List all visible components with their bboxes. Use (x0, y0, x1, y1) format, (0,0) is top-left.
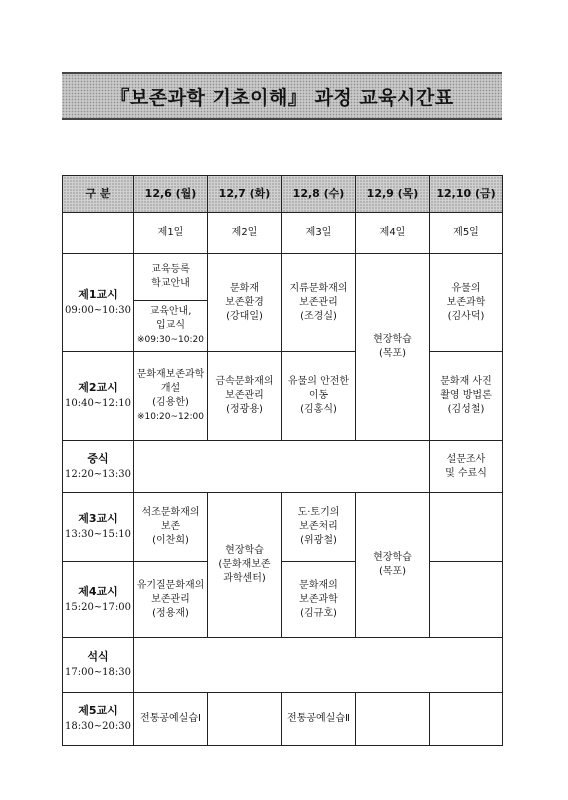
tue-p5-blank (208, 693, 282, 746)
cell-line: 보존환경 (225, 296, 264, 308)
period5-label: 제5교시 (78, 704, 118, 717)
mon-p1-orientation (134, 301, 208, 352)
cell-line: 문화재보존과학 (136, 369, 205, 380)
cell-line: 교육안내, (149, 306, 192, 317)
cell-line: 학교안내 (151, 278, 190, 289)
cell-line: 석조문화재의 (141, 507, 200, 518)
cell-instructor: (정용재) (152, 607, 189, 619)
cell-line: 유기질문화재의 (136, 579, 205, 591)
dinner-blank (134, 638, 503, 693)
cell-line: 금속문화재의 (215, 376, 274, 387)
cell-line: 보존처리 (299, 521, 338, 532)
dinner-label-cell (63, 638, 134, 693)
cell-line: 문화재 (230, 282, 259, 294)
cell-line: (목포) (378, 348, 407, 359)
period2-time: 10:40~12:10 (64, 398, 131, 409)
fri-p5-blank (430, 693, 503, 746)
fri-p3-blank (430, 493, 503, 562)
period3-label: 제3교시 (78, 512, 118, 525)
fri-p4-blank (430, 562, 503, 638)
cell-line: 현장학습 (373, 552, 412, 563)
cell-instructor: (강대일) (226, 310, 263, 322)
header-wed: 12,8 (수) (282, 176, 356, 213)
thu-pm-field-trip (356, 493, 430, 638)
period3-time: 13:30~15:10 (64, 529, 131, 540)
period2-row (63, 352, 503, 441)
period4-label-cell (63, 562, 134, 638)
header-thu: 12,9 (목) (356, 176, 430, 213)
cell-line: 개설 (160, 383, 181, 394)
cell-line: 도·토기의 (297, 507, 340, 518)
cell-line: 이동 (308, 390, 329, 401)
lunch-label-cell (63, 441, 134, 493)
period1-label: 제1교시 (78, 287, 118, 301)
day-1: 제1일 (134, 213, 208, 254)
mon-p2-class (134, 352, 208, 441)
cell-note: ※09:30~10:20 (137, 335, 204, 345)
period4-label: 제4교시 (78, 584, 118, 598)
day-4: 제4일 (356, 213, 430, 254)
dinner-label: 석식 (87, 650, 109, 663)
cell-line: 문화재 사진 (440, 376, 492, 387)
lunch-label: 중식 (87, 451, 109, 465)
cell-instructor: (김용한) (152, 397, 189, 408)
cell-line: 현장학습 (373, 334, 412, 345)
cell-line: 보존관리 (225, 390, 264, 401)
period3-label-cell (63, 493, 134, 562)
cell-line: 입교식 (156, 320, 185, 331)
cell-instructor: (이찬희) (152, 535, 189, 546)
cell-instructor: (김사덕) (447, 310, 485, 322)
fri-closing (430, 441, 503, 493)
period5-label-cell (63, 693, 134, 746)
cell-instructor: (김규호) (300, 607, 337, 619)
fri-p2-class (430, 352, 503, 441)
period4-time: 15:20~17:00 (64, 601, 131, 613)
cell-line: 보존과학 (299, 593, 338, 605)
dinner-time: 17:00~18:30 (64, 667, 131, 678)
header-division: 구 분 (63, 176, 134, 213)
lunch-row (63, 441, 503, 493)
cell-line: 보존과학 (446, 296, 486, 308)
timetable (62, 175, 503, 746)
day-5: 제5일 (430, 213, 503, 254)
wed-p3-class (282, 493, 356, 562)
cell-instructor: (정광용) (226, 404, 263, 415)
cell-line: 유물의 안전한 (287, 376, 350, 387)
page-title: 『보존과학 기초이해』 과정 교육시간표 (62, 72, 502, 120)
mon-p1-registration (134, 254, 208, 301)
fri-p1-class (430, 254, 503, 352)
day-row (63, 213, 503, 254)
day-3: 제3일 (282, 213, 356, 254)
mon-p4-class (134, 562, 208, 638)
period3-row (63, 493, 503, 562)
tue-pm-field-trip (208, 493, 282, 638)
header-fri: 12,10 (금) (430, 176, 503, 213)
cell-line: (목포) (378, 566, 407, 577)
cell-note: ※10:20~12:00 (137, 412, 204, 422)
cell-instructor: (김홍식) (300, 404, 337, 415)
wed-p1-class (282, 254, 356, 352)
mon-p5-class: 전통공예실습Ⅰ (134, 693, 208, 746)
cell-instructor: (위광철) (300, 535, 337, 546)
lunch-blank (134, 441, 430, 493)
header-tue: 12,7 (화) (208, 176, 282, 213)
cell-line: 문화재의 (299, 579, 338, 591)
thu-p5-blank (356, 693, 430, 746)
cell-line: 설문조사 (446, 453, 486, 465)
cell-line: 지류문화재의 (289, 282, 348, 294)
cell-line: 보존관리 (151, 593, 190, 605)
wed-p2-class (282, 352, 356, 441)
thu-am-field-trip (356, 254, 430, 441)
wed-p4-class (282, 562, 356, 638)
day-row-blank (63, 213, 134, 254)
day-2: 제2일 (208, 213, 282, 254)
period4-row (63, 562, 503, 638)
header-mon: 12,6 (월) (134, 176, 208, 213)
wed-p5-class: 전통공예실습Ⅱ (282, 693, 356, 746)
period2-label: 제2교시 (78, 381, 118, 394)
cell-instructor: (김성철) (447, 404, 485, 415)
mon-p3-class (134, 493, 208, 562)
cell-line: 현장학습 (225, 545, 264, 556)
period1-label-cell (63, 254, 134, 352)
cell-line: 보존관리 (299, 296, 338, 308)
tue-p1-class (208, 254, 282, 352)
cell-line: 교육등록 (151, 264, 190, 275)
period2-label-cell (63, 352, 134, 441)
lunch-time: 12:20~13:30 (64, 468, 131, 480)
tue-p2-class (208, 352, 282, 441)
cell-line: 보존 (160, 521, 181, 532)
cell-line: 유물의 (451, 282, 481, 294)
period1-row-a (63, 254, 503, 301)
period5-time: 18:30~20:30 (64, 721, 131, 732)
period5-row (63, 693, 503, 746)
cell-instructor: (조경실) (300, 310, 337, 322)
cell-line: 촬영 방법론 (440, 390, 492, 401)
cell-line: 및 수료식 (445, 467, 487, 479)
header-row (63, 176, 503, 213)
dinner-row (63, 638, 503, 693)
period1-time: 09:00~10:30 (64, 304, 131, 316)
cell-line: (문화재보존 (218, 559, 271, 570)
cell-line: 과학센터) (223, 573, 266, 584)
